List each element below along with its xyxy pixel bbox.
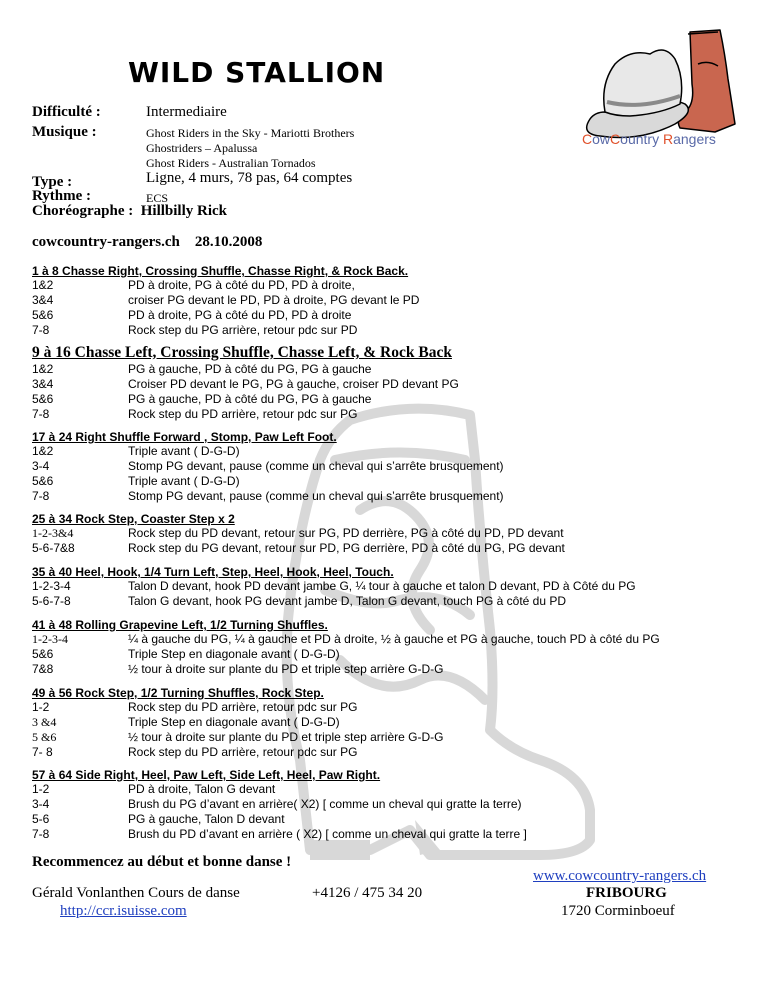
step-count: 1-2 bbox=[32, 782, 50, 796]
footer-teacher: Gérald Vonlanthen Cours de danse bbox=[32, 885, 240, 901]
logo-letter: C bbox=[582, 131, 593, 147]
section-4 bbox=[32, 512, 752, 556]
step-count: 5&6 bbox=[32, 647, 54, 661]
step-count: 7&8 bbox=[32, 662, 54, 676]
page-title: WILD STALLION bbox=[128, 56, 386, 89]
step-desc: Talon D devant, hook PD devant jambe G, ¼ tour à gauche et talon D devant, PD à Côté du PG bbox=[128, 579, 636, 593]
step-count: 5&6 bbox=[32, 474, 54, 488]
section-1 bbox=[32, 264, 752, 338]
step-row bbox=[32, 474, 752, 489]
step-row bbox=[32, 700, 752, 715]
section-heading: 25 à 34 Rock Step, Coaster Step x 2 bbox=[32, 512, 235, 526]
logo-letter: C bbox=[610, 131, 621, 147]
rhythm-label: Rythme : bbox=[32, 188, 92, 204]
step-count: 3 &4 bbox=[32, 715, 57, 729]
step-row bbox=[32, 730, 752, 745]
section-3 bbox=[32, 430, 752, 504]
step-row bbox=[32, 293, 752, 308]
step-row bbox=[32, 827, 752, 842]
rhythm-value: ECS bbox=[146, 191, 169, 205]
step-desc: Triple avant ( D-G-D) bbox=[128, 444, 240, 458]
type-label: Type : bbox=[32, 174, 73, 190]
step-count: 3-4 bbox=[32, 459, 50, 473]
step-count: 7-8 bbox=[32, 489, 50, 503]
step-desc: ¼ à gauche du PG, ¼ à gauche et PD à droite, ½ à gauche et PG à gauche, touch PD à côté du PG bbox=[128, 632, 660, 646]
section-7 bbox=[32, 686, 752, 760]
logo-letter: R bbox=[662, 131, 674, 147]
step-row bbox=[32, 444, 752, 459]
step-desc: PG à gauche, PD à côté du PG, PG à gauche bbox=[128, 362, 372, 376]
logo-wordmark bbox=[582, 131, 716, 147]
section-heading: 41 à 48 Rolling Grapevine Left, 1/2 Turning Shuffles. bbox=[32, 618, 328, 632]
section-heading: 9 à 16 Chasse Left, Crossing Shuffle, Chasse Left, & Rock Back bbox=[32, 344, 452, 361]
step-row bbox=[32, 594, 752, 609]
step-row bbox=[32, 579, 752, 594]
section-8 bbox=[32, 768, 752, 842]
section-heading: 35 à 40 Heel, Hook, 1/4 Turn Left, Step, Heel, Hook, Heel, Touch. bbox=[32, 565, 394, 579]
section-heading: 17 à 24 Right Shuffle Forward , Stomp, Paw Left Foot. bbox=[32, 430, 337, 444]
footer-city: FRIBOURG bbox=[586, 885, 667, 901]
step-desc: Croiser PD devant le PG, PG à gauche, croiser PD devant PG bbox=[128, 377, 459, 391]
step-count: 1-2-3-4 bbox=[32, 579, 71, 593]
step-count: 7-8 bbox=[32, 407, 50, 421]
step-row bbox=[32, 812, 752, 827]
step-row bbox=[32, 278, 752, 293]
logo-text-part: ow bbox=[592, 131, 611, 147]
step-row bbox=[32, 715, 752, 730]
section-heading: 49 à 56 Rock Step, 1/2 Turning Shuffles, Rock Step. bbox=[32, 686, 324, 700]
step-desc: Rock step du PD arrière, retour pdc sur PG bbox=[128, 745, 358, 759]
step-count: 5 &6 bbox=[32, 730, 57, 744]
step-row bbox=[32, 377, 752, 392]
step-desc: Triple Step en diagonale avant ( D-G-D) bbox=[128, 715, 340, 729]
step-count: 7-8 bbox=[32, 827, 50, 841]
choreographer-label: Choréographe : bbox=[32, 203, 134, 219]
step-desc: Rock step du PG devant, retour sur PD, PG derrière, PD à côté du PG, PG devant bbox=[128, 541, 565, 555]
step-row bbox=[32, 308, 752, 323]
step-desc: ½ tour à droite sur plante du PD et triple step arrière G-D-G bbox=[128, 730, 444, 744]
step-row bbox=[32, 662, 752, 677]
step-desc: Stomp PG devant, pause (comme un cheval qui s’arrête brusquement) bbox=[128, 459, 504, 473]
section-heading: 57 à 64 Side Right, Heel, Paw Left, Side Left, Heel, Paw Right. bbox=[32, 768, 381, 782]
section-heading: 1 à 8 Chasse Right, Crossing Shuffle, Chasse Right, & Rock Back. bbox=[32, 264, 409, 278]
step-count: 1&2 bbox=[32, 444, 54, 458]
section-5 bbox=[32, 565, 752, 609]
step-desc: Brush du PG d’avant en arrière( X2) [ comme un cheval qui gratte la terre) bbox=[128, 797, 522, 811]
footer-phone: +4126 / 475 34 20 bbox=[312, 885, 423, 901]
step-row bbox=[32, 797, 752, 812]
step-count: 1&2 bbox=[32, 362, 54, 376]
step-count: 3&4 bbox=[32, 293, 54, 307]
step-count: 1-2-3&4 bbox=[32, 526, 74, 540]
step-row bbox=[32, 632, 752, 647]
step-desc: PD à droite, PG à côté du PD, PD à droite, bbox=[128, 278, 355, 292]
music-label: Musique : bbox=[32, 124, 97, 140]
closing-line: Recommencez au début et bonne danse ! bbox=[32, 854, 292, 870]
step-row bbox=[32, 392, 752, 407]
footer-teacher-link[interactable]: http://ccr.isuisse.com bbox=[60, 903, 187, 919]
music-line-2: Ghostriders – Apalussa bbox=[146, 141, 258, 155]
logo-text-part: ountry bbox=[620, 131, 663, 147]
step-count: 3-4 bbox=[32, 797, 50, 811]
step-desc: PD à droite, PG à côté du PD, PD à droite bbox=[128, 308, 352, 322]
step-count: 3&4 bbox=[32, 377, 54, 391]
step-row bbox=[32, 782, 752, 797]
step-desc: Brush du PD d’avant en arrière ( X2) [ comme un cheval qui gratte la terre ] bbox=[128, 827, 527, 841]
step-desc: croiser PG devant le PD, PD à droite, PG devant le PD bbox=[128, 293, 420, 307]
site-date: cowcountry-rangers.ch 28.10.2008 bbox=[32, 234, 263, 250]
step-desc: Rock step du PD arrière, retour pdc sur PG bbox=[128, 407, 358, 421]
step-row bbox=[32, 526, 752, 541]
step-count: 1-2-3-4 bbox=[32, 632, 68, 646]
step-desc: Triple avant ( D-G-D) bbox=[128, 474, 240, 488]
step-count: 1-2 bbox=[32, 700, 50, 714]
step-desc: Talon G devant, hook PG devant jambe D, Talon G devant, touch PG à côté du PD bbox=[128, 594, 567, 608]
choreographer-value: Hillbilly Rick bbox=[140, 203, 228, 219]
step-count: 5-6-7-8 bbox=[32, 594, 71, 608]
music-line-3: Ghost Riders - Australian Tornados bbox=[146, 156, 316, 170]
step-desc: PG à gauche, PD à côté du PG, PG à gauche bbox=[128, 392, 372, 406]
footer-address: 1720 Corminboeuf bbox=[561, 903, 675, 919]
logo-text-part: angers bbox=[673, 131, 716, 147]
step-desc: PD à droite, Talon G devant bbox=[128, 782, 276, 796]
music-line-1: Ghost Riders in the Sky - Mariotti Brothers bbox=[146, 126, 355, 140]
step-row bbox=[32, 541, 752, 556]
step-count: 5&6 bbox=[32, 308, 54, 322]
step-desc: Rock step du PG arrière, retour pdc sur PD bbox=[128, 323, 358, 337]
section-2 bbox=[32, 344, 752, 422]
step-count: 1&2 bbox=[32, 278, 54, 292]
step-count: 5-6 bbox=[32, 812, 50, 826]
difficulty-value: Intermediaire bbox=[146, 104, 227, 120]
step-desc: Rock step du PD arrière, retour pdc sur PG bbox=[128, 700, 358, 714]
step-desc: Triple Step en diagonale avant ( D-G-D) bbox=[128, 647, 340, 661]
step-row bbox=[32, 745, 752, 760]
step-row bbox=[32, 489, 752, 504]
step-row bbox=[32, 362, 752, 377]
step-desc: Rock step du PD devant, retour sur PG, PD derrière, PG à côté du PD, PD devant bbox=[128, 526, 564, 540]
step-desc: Stomp PG devant, pause (comme un cheval qui s’arrête brusquement) bbox=[128, 489, 504, 503]
step-desc: PG à gauche, Talon D devant bbox=[128, 812, 285, 826]
type-value: Ligne, 4 murs, 78 pas, 64 comptes bbox=[146, 170, 353, 186]
footer-site-link[interactable]: www.cowcountry-rangers.ch bbox=[533, 868, 707, 884]
step-row bbox=[32, 323, 752, 338]
step-count: 7-8 bbox=[32, 323, 50, 337]
choreographer-line bbox=[32, 203, 227, 220]
step-row bbox=[32, 459, 752, 474]
step-row bbox=[32, 647, 752, 662]
step-desc: ½ tour à droite sur plante du PD et triple step arrière G-D-G bbox=[128, 662, 444, 676]
section-6 bbox=[32, 618, 752, 677]
step-count: 7- 8 bbox=[32, 745, 53, 759]
step-count: 5&6 bbox=[32, 392, 54, 406]
step-count: 5-6-7&8 bbox=[32, 541, 75, 555]
step-row bbox=[32, 407, 752, 422]
difficulty-label: Difficulté : bbox=[32, 104, 101, 120]
